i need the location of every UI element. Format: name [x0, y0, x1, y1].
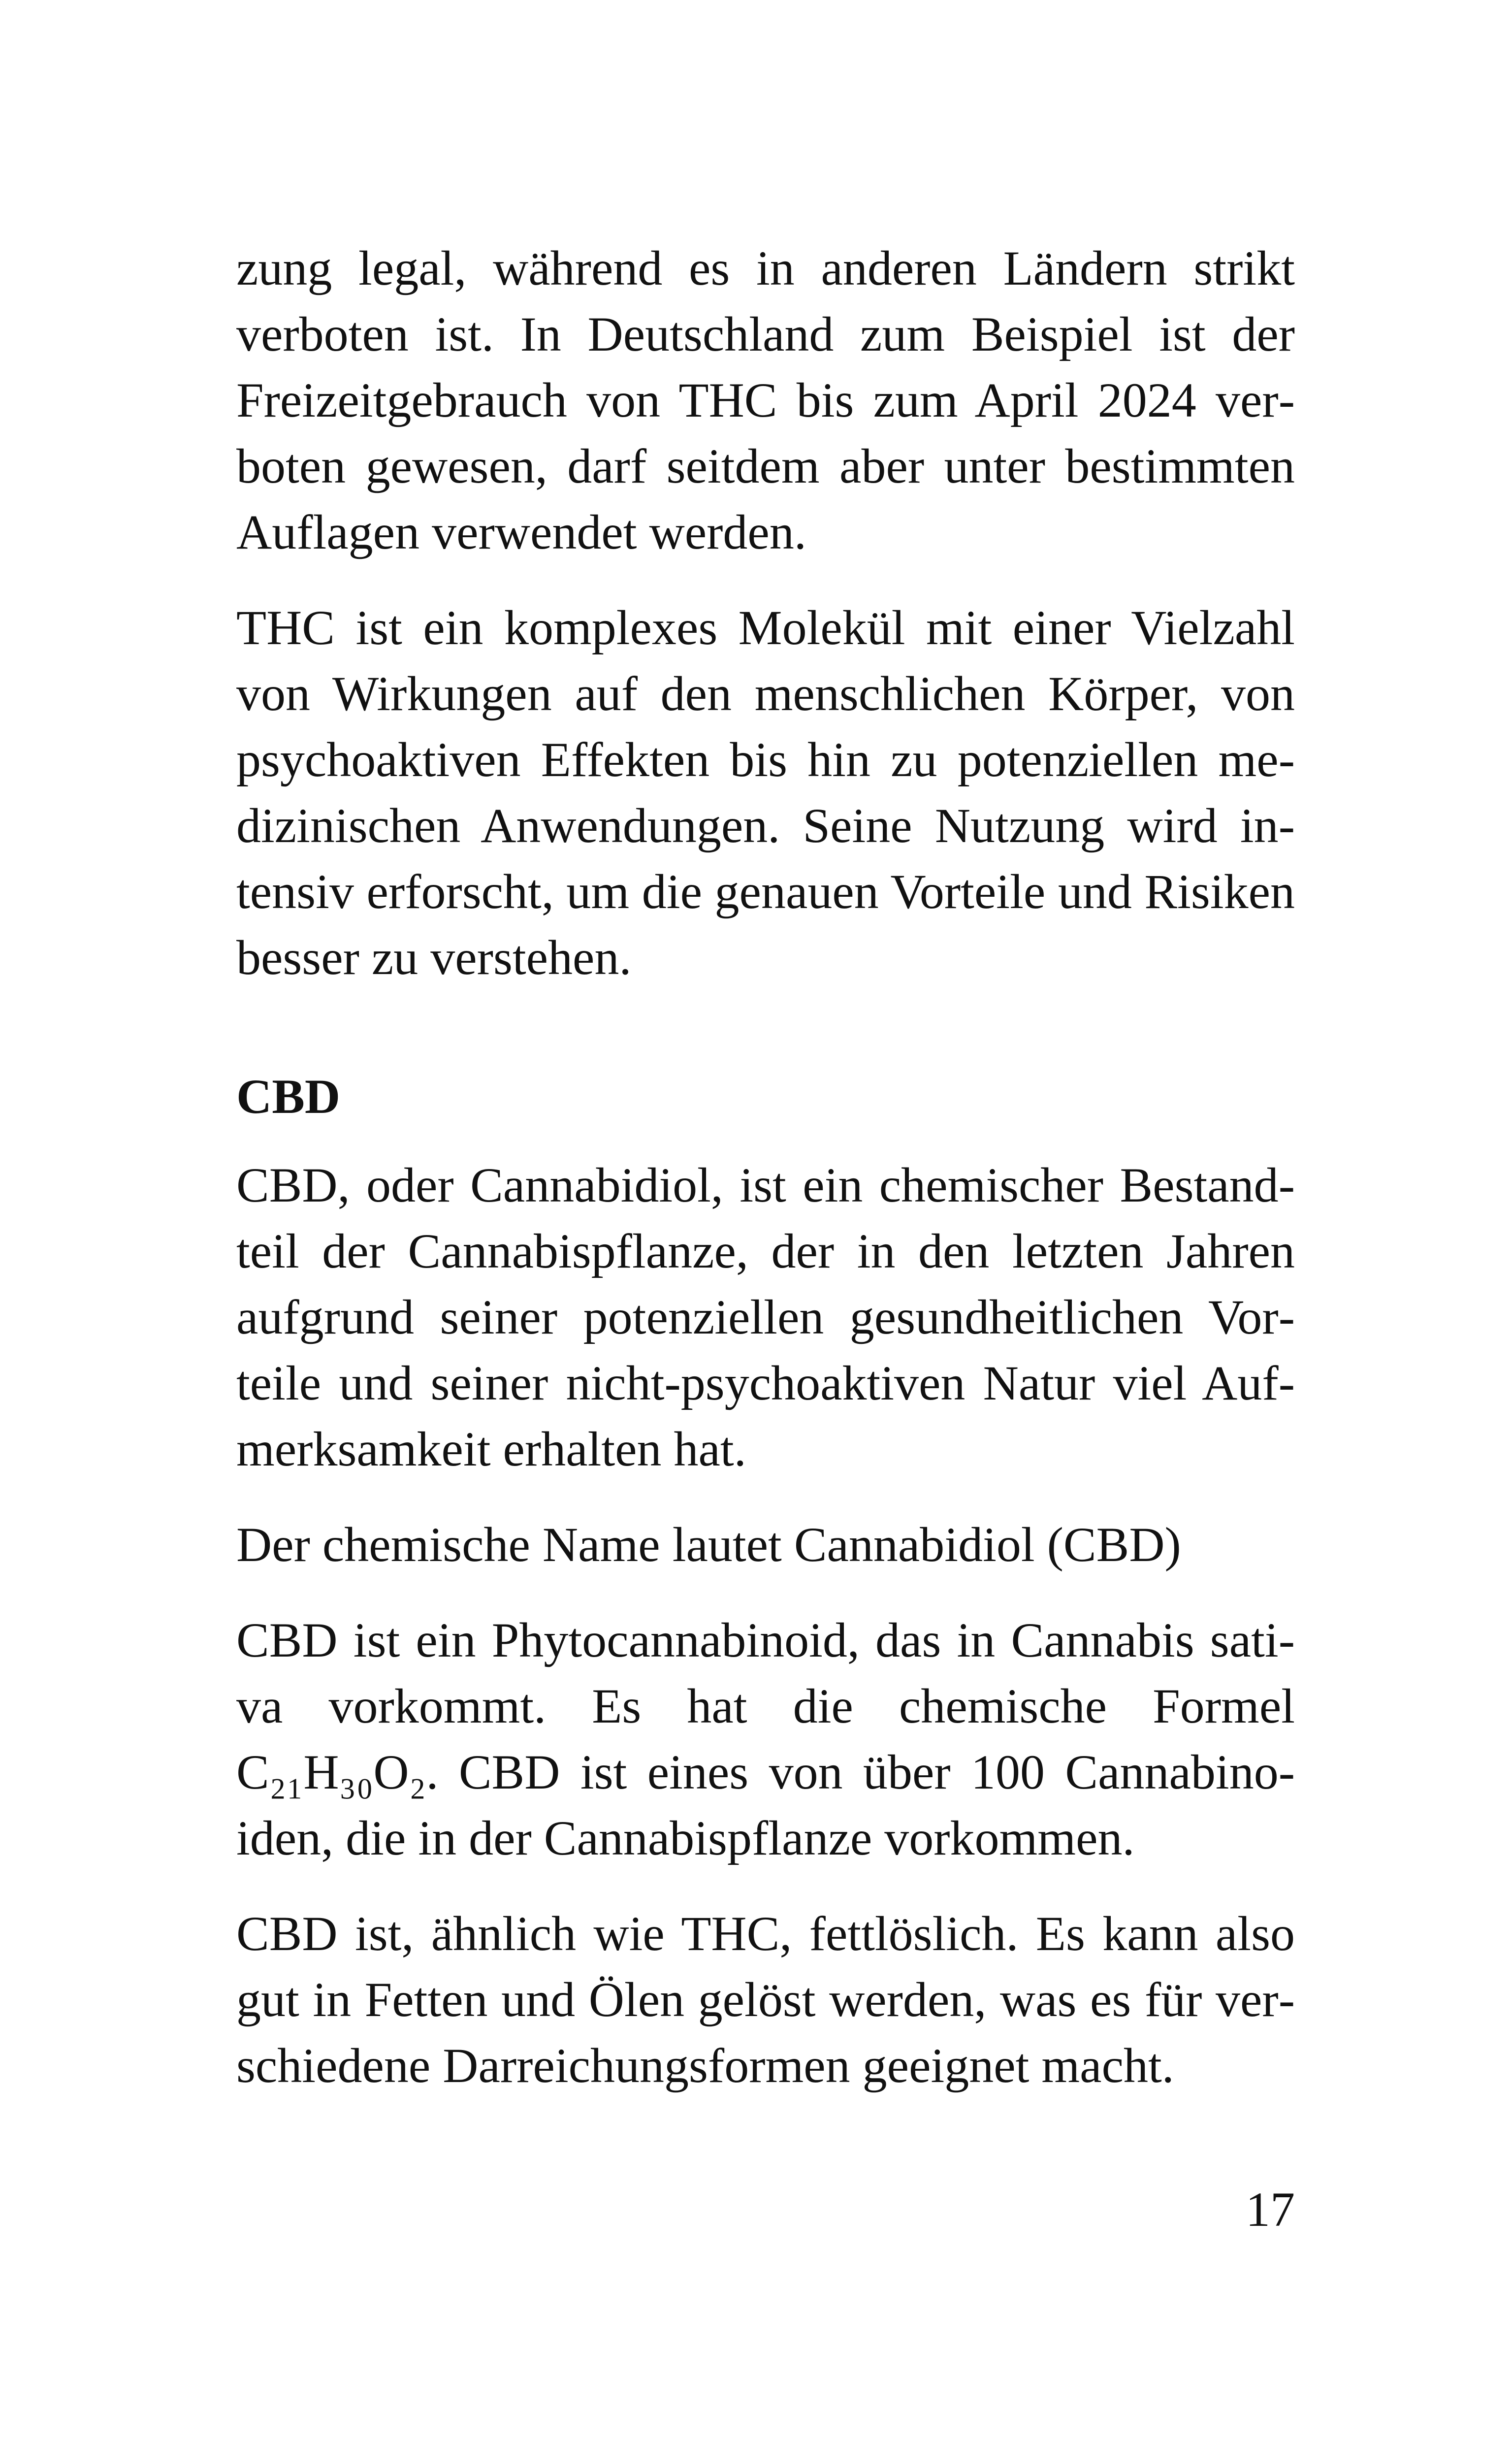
paragraph: CBD, oder Cannabidiol, ist ein chemischer Bestandteil der Cannabispflanze, der in den letzten Jahren aufgrund seiner potenziellen gesundheitlichen Vorteile und seiner nicht-psychoaktiven Natur viel Aufmerksamkeit erhalten hat. — [236, 1158, 1295, 1476]
paragraph: Der chemische Name lautet Cannabidiol (CBD) — [236, 1517, 1181, 1572]
body-text-cbd — [236, 1152, 1295, 2128]
body-text-thc — [236, 235, 1295, 1020]
section-heading-cbd: CBD — [236, 1069, 341, 1124]
paragraph: THC ist ein komplexes Molekül mit einer Vielzahl von Wirkungen auf den menschlichen Körper, von psychoaktiven Effekten bis hin zu potenziellen medizinischen Anwendungen. Seine Nutzung wird intensiv erforscht, um die genauen Vorteile und Risiken besser zu verstehen. — [236, 600, 1295, 985]
paragraph: zung legal, während es in anderen Ländern strikt verboten ist. In Deutschland zum Beispiel ist der Freizeitgebrauch von THC bis zum April 2024 verboten gewesen, darf seitdem aber unter bestimmten Auflagen verwendet werden. — [236, 241, 1295, 559]
page-number: 17 — [1246, 2182, 1295, 2237]
paragraph: CBD ist, ähnlich wie THC, fettlöslich. Es kann also gut in Fetten und Ölen gelöst werden, was es für verschiedene Darreichungsformen geeignet macht. — [236, 1906, 1295, 2093]
paragraph: CBD ist ein Phytocannabinoid, das in Cannabis sativa vorkommt. Es hat die chemische Formel C₂₁H₃₀O₂. CBD ist eines von über 100 Cannabinoiden, die in der Cannabispflanze vorkommen. — [236, 1613, 1295, 1865]
